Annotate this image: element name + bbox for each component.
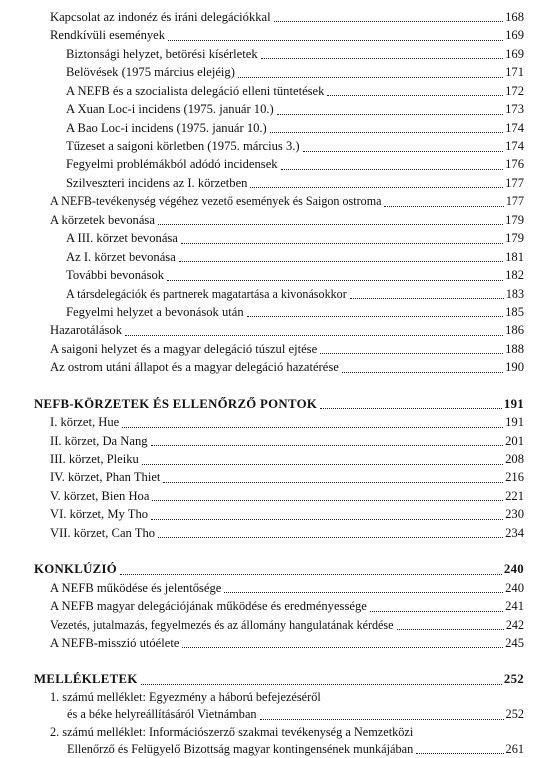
- toc-entry[interactable]: [34, 156, 524, 174]
- appendix-line-1: 2. számú melléklet: Információszerző szakmai tevékenység a Nemzetközi: [50, 724, 414, 739]
- toc-entry-title: Biztonsági helyzet, betörési kísérletek: [66, 46, 258, 61]
- toc-entry[interactable]: [34, 211, 524, 229]
- toc-entry-title: A Bao Loc-i incidens (1975. január 10.): [66, 120, 267, 135]
- dot-leader: [370, 611, 503, 612]
- dot-leader: [151, 445, 504, 446]
- dot-leader: [158, 537, 503, 538]
- toc-section-regions: [34, 395, 524, 543]
- appendix-line-1: 1. számú melléklet: Egyezmény a háború befejezéséről: [50, 689, 321, 704]
- toc-entry-page: 169: [505, 28, 524, 43]
- toc-entry[interactable]: [34, 285, 524, 303]
- toc-entry-page: 191: [505, 415, 524, 430]
- toc-section-heading[interactable]: [34, 395, 524, 413]
- toc-entry-title: További bevonások: [66, 268, 165, 283]
- toc-entry[interactable]: [34, 321, 524, 339]
- toc-entry[interactable]: [34, 413, 524, 431]
- toc-entry-title: Fegyelmi helyzet a bevonások után: [66, 304, 244, 319]
- dot-leader: [151, 519, 503, 520]
- toc-entry[interactable]: [34, 579, 524, 597]
- toc-entry[interactable]: [34, 616, 524, 634]
- toc-entry[interactable]: [34, 340, 524, 358]
- toc-entry-title: II. körzet, Da Nang: [50, 433, 148, 448]
- dot-leader: [303, 151, 503, 152]
- dot-leader: [260, 719, 504, 720]
- dot-leader: [224, 592, 503, 593]
- dot-leader: [281, 169, 504, 170]
- toc-entry-title: A NEFB magyar delegációjának működése és eredményessége: [50, 599, 367, 614]
- toc-entry-page: 208: [505, 452, 524, 467]
- toc-heading-title: KONKLÚZIÓ: [34, 562, 118, 577]
- toc-entry-title: Belövések (1975 március elejéig): [66, 65, 235, 80]
- toc-entry[interactable]: [34, 8, 524, 26]
- toc-entry-title: Szilveszteri incidens az I. körzetben: [66, 175, 248, 190]
- toc-entry-page: 169: [505, 46, 524, 61]
- toc-entry-title: IV. körzet, Phan Thiet: [50, 470, 161, 485]
- dot-leader: [141, 684, 502, 685]
- toc-entry-title: Tűzeset a saigoni körletben (1975. március 3.): [66, 139, 300, 154]
- toc-entry[interactable]: [34, 469, 524, 487]
- dot-leader: [152, 500, 503, 501]
- toc-entry-title: A NEFB működése és jelentősége: [50, 580, 222, 595]
- toc-entry-title: I. körzet, Hue: [50, 415, 120, 430]
- toc-entry[interactable]: [34, 450, 524, 468]
- toc-entry-title: V. körzet, Bien Hoa: [50, 488, 150, 503]
- toc-heading-page: 252: [503, 672, 524, 687]
- toc-entry-title: A III. körzet bevonása: [66, 231, 178, 246]
- appendix-entry[interactable]: [34, 724, 524, 758]
- dot-leader: [416, 753, 503, 754]
- dot-leader: [168, 40, 503, 41]
- toc-entry[interactable]: [34, 248, 524, 266]
- toc-entry[interactable]: [34, 432, 524, 450]
- toc-entry-page: 181: [505, 249, 524, 264]
- toc-entry-page: 186: [505, 323, 524, 338]
- toc-entry-page: 174: [505, 120, 524, 135]
- dot-leader: [179, 261, 503, 262]
- dot-leader: [167, 280, 503, 281]
- section-spacer: [34, 542, 524, 560]
- toc-entry-title: A NEFB-tevékenység végéhez vezető események és Saigon ostroma: [50, 194, 382, 209]
- toc-entry[interactable]: [34, 303, 524, 321]
- dot-leader: [261, 58, 503, 59]
- toc-entry-page: 182: [505, 268, 524, 283]
- toc-entry-page: 177: [505, 175, 524, 190]
- dot-leader: [320, 408, 502, 409]
- toc-section-heading[interactable]: [34, 670, 524, 688]
- toc-entry-page: 241: [505, 599, 524, 614]
- dot-leader: [125, 335, 503, 336]
- toc-entry-title: A Xuan Loc-i incidens (1975. január 10.): [66, 102, 274, 117]
- toc-entry-title: A társdelegációk és partnerek magatartása a kivonásokkor: [66, 286, 347, 301]
- toc-entry-page: 173: [505, 102, 524, 117]
- toc-entry-title: VII. körzet, Can Tho: [50, 525, 156, 540]
- toc-section-conclusion: [34, 560, 524, 652]
- toc-entry-title: A körzetek bevonása: [50, 212, 155, 227]
- toc-entry-title: Rendkívüli események: [50, 28, 166, 43]
- toc-entry-page: 177: [505, 194, 524, 209]
- toc-entry[interactable]: [34, 192, 524, 210]
- toc-entry-title: Fegyelmi problémákból adódó incidensek: [66, 157, 278, 172]
- toc-entry-title: Vezetés, jutalmazás, fegyelmezés és az állomány hangulatának kérdése: [50, 617, 394, 632]
- dot-leader: [181, 243, 503, 244]
- toc-entry[interactable]: [34, 45, 524, 63]
- toc-section-appendices: [34, 670, 524, 758]
- dot-leader: [158, 224, 503, 225]
- dot-leader: [120, 574, 502, 575]
- dot-leader: [270, 132, 503, 133]
- toc-entry[interactable]: [34, 634, 524, 652]
- toc-entry-title: A NEFB és a szocialista delegáció elleni tüntetések: [66, 83, 325, 98]
- toc-entry[interactable]: [34, 82, 524, 100]
- toc-entry-page: 221: [505, 488, 524, 503]
- toc-entry[interactable]: [34, 100, 524, 118]
- toc-entry[interactable]: [34, 597, 524, 615]
- dot-leader: [350, 298, 504, 299]
- toc-entry[interactable]: [34, 524, 524, 542]
- dot-leader: [384, 206, 503, 207]
- toc-entry-title: III. körzet, Pleiku: [50, 452, 139, 467]
- toc-entry-page: 185: [505, 304, 524, 319]
- toc-entry-page: 179: [505, 212, 524, 227]
- toc-entry-page: 234: [505, 525, 524, 540]
- toc-entry[interactable]: [34, 487, 524, 505]
- toc-entry[interactable]: [34, 505, 524, 523]
- toc-entry-page: 183: [505, 286, 524, 301]
- toc-entry-title: A NEFB-misszió utóélete: [50, 635, 180, 650]
- section-spacer: [34, 377, 524, 395]
- dot-leader: [142, 464, 503, 465]
- toc-entry-page: 230: [505, 507, 524, 522]
- dot-leader: [238, 77, 503, 78]
- appendix-line-2-text: Ellenőrző és Felügyelő Bizottság magyar kontingensének munkájában: [67, 742, 414, 757]
- toc-entry[interactable]: [34, 229, 524, 247]
- toc-entry-page: 240: [505, 580, 524, 595]
- toc-entry-page: 245: [505, 635, 524, 650]
- toc-entry-title: VI. körzet, My Tho: [50, 507, 149, 522]
- toc-entry-page: 216: [505, 470, 524, 485]
- appendix-entry[interactable]: [34, 689, 524, 724]
- toc-entry[interactable]: [34, 358, 524, 376]
- toc-entry-page: 190: [505, 360, 524, 375]
- toc-entry-title: A saigoni helyzet és a magyar delegáció túszul ejtése: [50, 341, 318, 356]
- toc-entry[interactable]: [34, 174, 524, 192]
- dot-leader: [327, 95, 503, 96]
- toc-entry-page: 172: [505, 83, 524, 98]
- toc-section-heading[interactable]: [34, 560, 524, 578]
- toc-entry-page: 171: [505, 65, 524, 80]
- appendix-page: 252: [505, 707, 524, 722]
- toc-heading-page: 240: [503, 562, 524, 577]
- toc-section-continued: [34, 8, 524, 377]
- toc-entry-title: Az I. körzet bevonása: [66, 249, 176, 264]
- toc-heading-title: NEFB-KÖRZETEK ÉS ELLENŐRZŐ PONTOK: [34, 396, 318, 411]
- dot-leader: [320, 353, 503, 354]
- dot-leader: [274, 21, 503, 22]
- toc-entry-page: 188: [505, 341, 524, 356]
- toc-entry[interactable]: [34, 26, 524, 44]
- appendix-line-2: [34, 741, 524, 758]
- dot-leader: [163, 482, 503, 483]
- toc-entry-page: 168: [505, 9, 524, 24]
- toc-entry-page: 201: [505, 433, 524, 448]
- dot-leader: [250, 187, 503, 188]
- toc-entry[interactable]: [34, 266, 524, 284]
- toc-entry-title: Kapcsolat az indonéz és iráni delegációkkal: [50, 9, 271, 24]
- toc-heading-title: MELLÉKLETEK: [34, 672, 138, 687]
- section-spacer: [34, 652, 524, 670]
- dot-leader: [247, 316, 503, 317]
- dot-leader: [182, 647, 503, 648]
- toc-entry-page: 176: [505, 157, 524, 172]
- toc-entry[interactable]: [34, 63, 524, 81]
- toc-entry-title: Hazarotálások: [50, 323, 123, 338]
- toc-entry-page: 174: [505, 139, 524, 154]
- toc-heading-page: 191: [503, 396, 524, 411]
- toc-entry-title: Az ostrom utáni állapot és a magyar delegáció hazatérése: [50, 360, 339, 375]
- table-of-contents: [34, 8, 524, 758]
- dot-leader: [397, 629, 504, 630]
- toc-entry-page: 179: [505, 231, 524, 246]
- toc-entry-page: 242: [505, 617, 524, 632]
- dot-leader: [122, 427, 503, 428]
- dot-leader: [277, 114, 503, 115]
- appendix-line-2: [34, 706, 524, 723]
- appendix-page: 261: [505, 742, 524, 757]
- toc-entry[interactable]: [34, 137, 524, 155]
- appendix-line-2-text: és a béke helyreállításáról Vietnámban: [67, 707, 257, 722]
- toc-entry[interactable]: [34, 119, 524, 137]
- dot-leader: [342, 372, 503, 373]
